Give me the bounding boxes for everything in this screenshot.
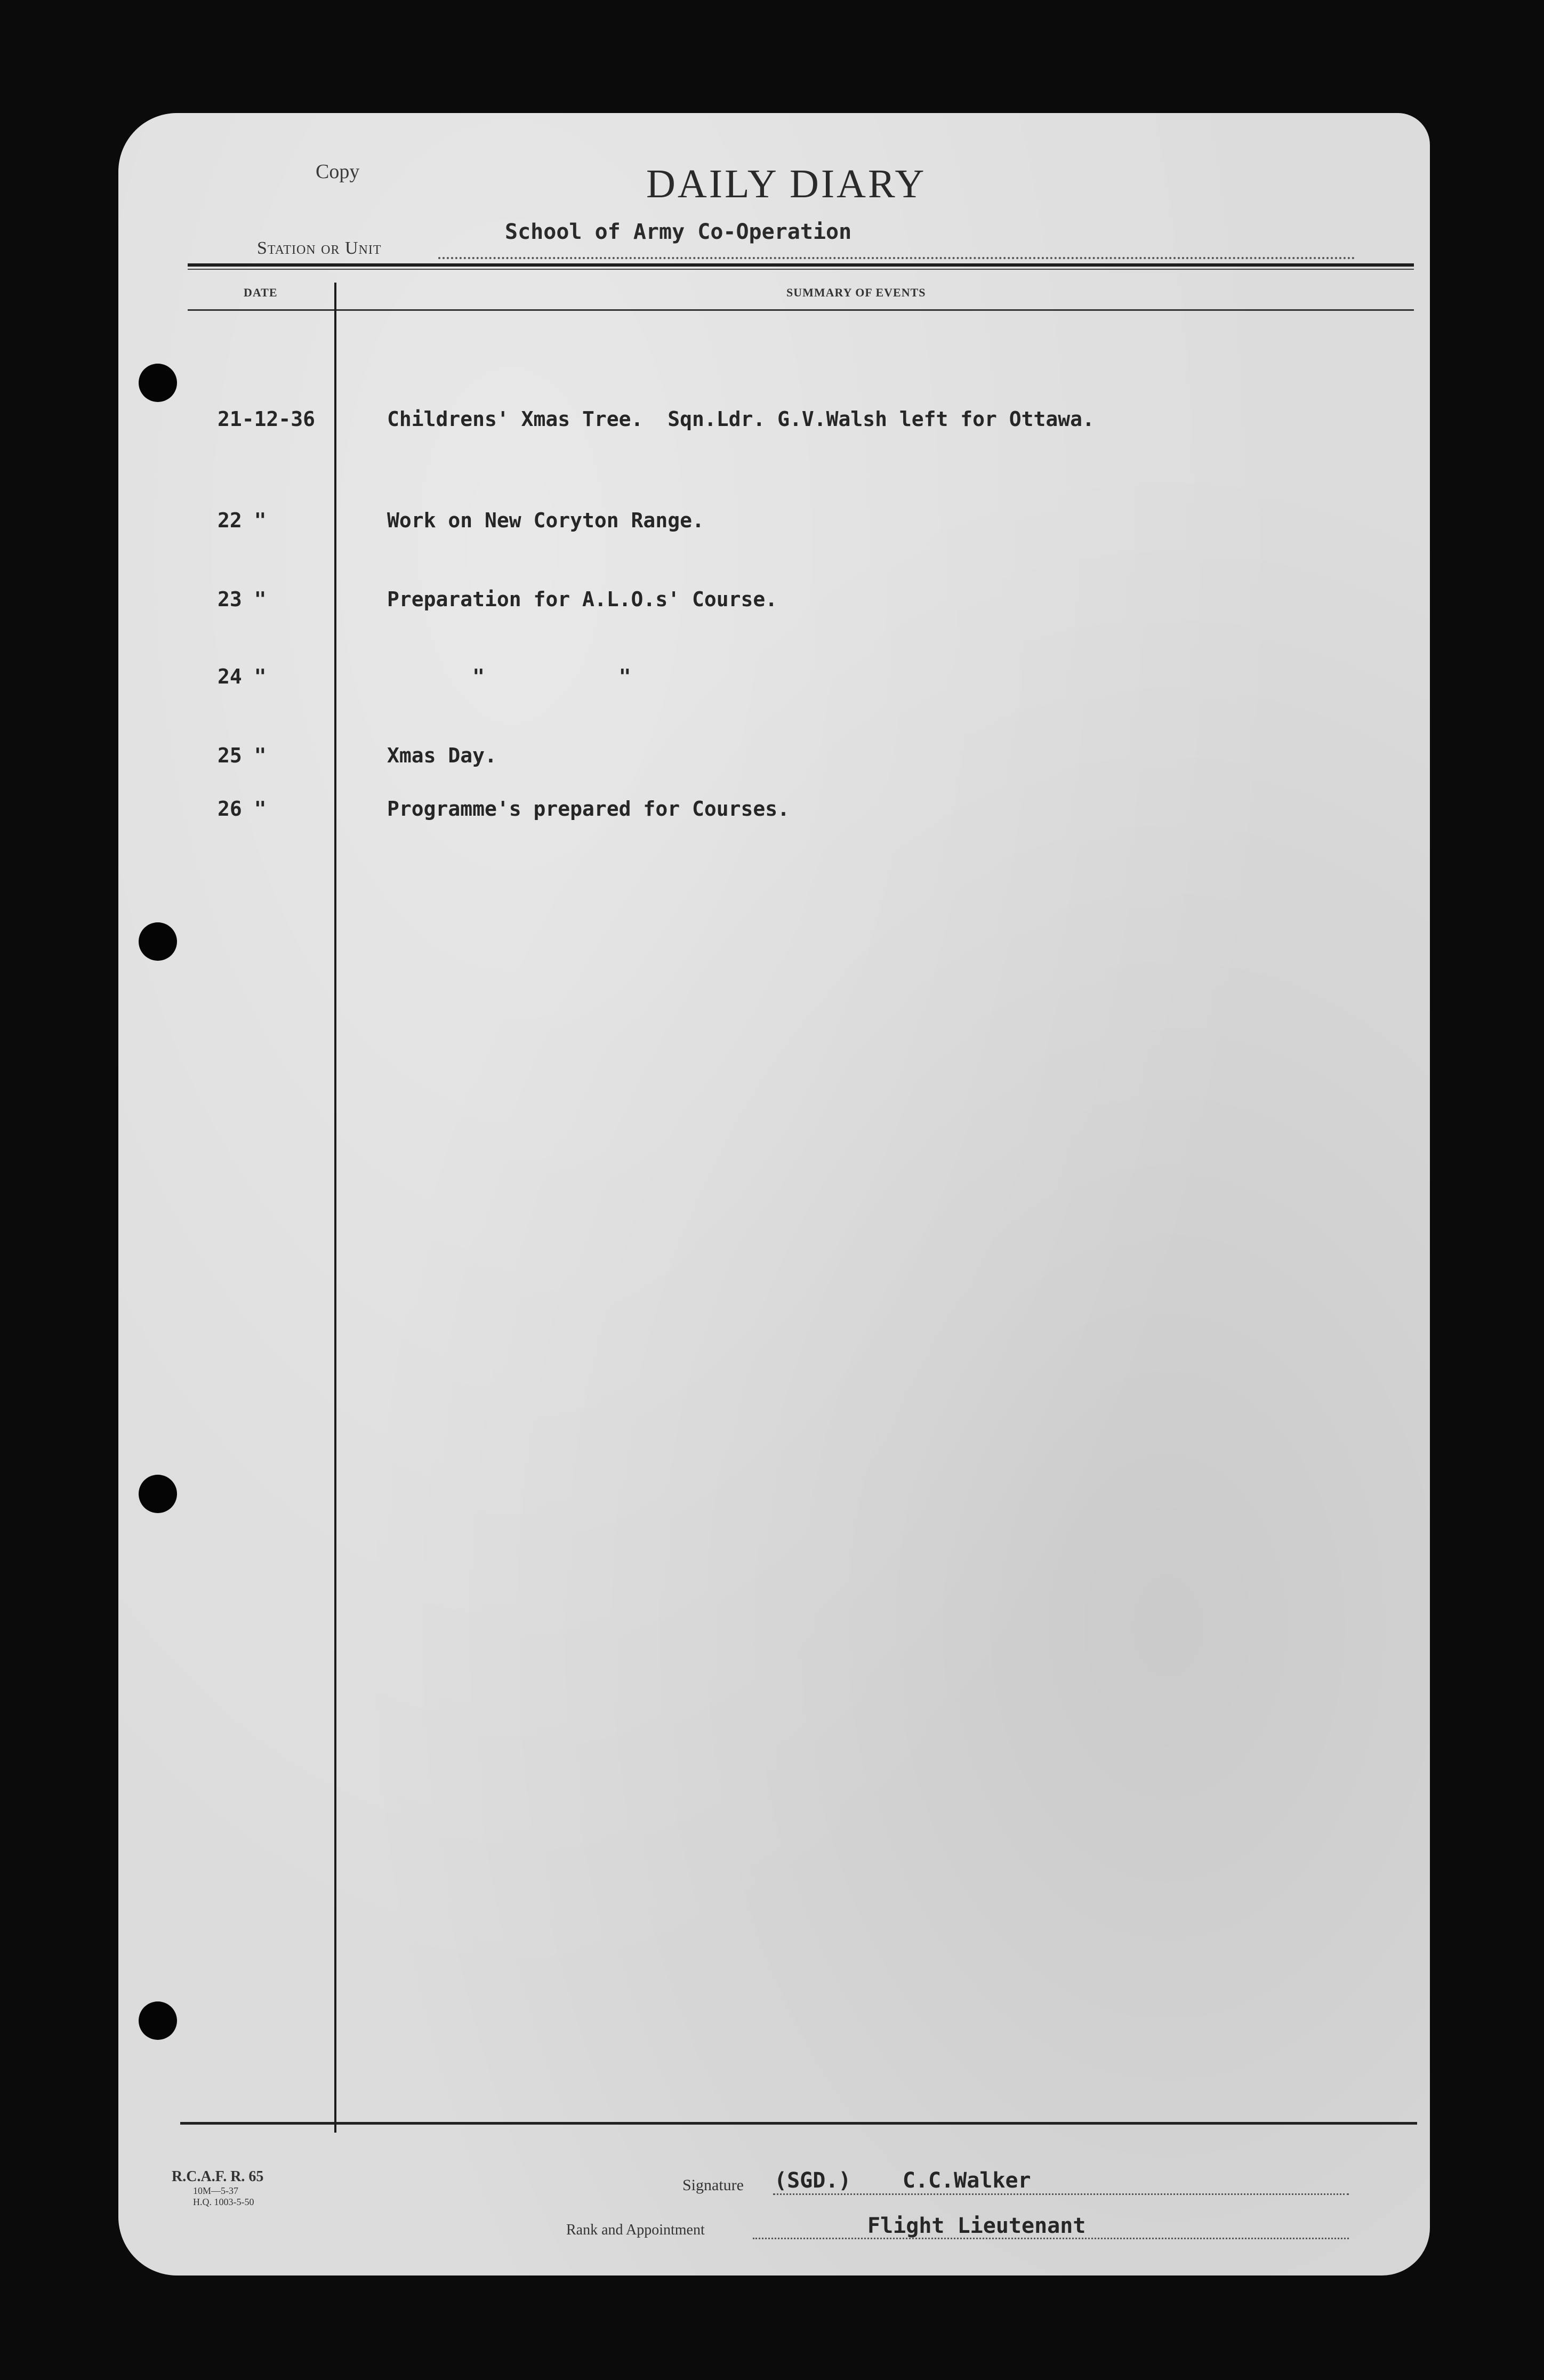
diary-entry (118, 744, 1430, 774)
signature-value: (SGD.) C.C.Walker (774, 2168, 1031, 2193)
rank-label: Rank and Appointment (566, 2222, 705, 2238)
entry-event: Programme's prepared for Courses. (387, 797, 790, 821)
station-dotted-line (438, 257, 1355, 259)
header-rule-thin (188, 269, 1414, 270)
form-print-ref: H.Q. 1003-5-50 (193, 2196, 254, 2207)
header-rule (188, 263, 1414, 267)
column-divider (334, 283, 336, 2133)
diary-entry (118, 665, 1430, 695)
footer-rule (180, 2122, 1417, 2125)
page-title: DAILY DIARY (646, 162, 927, 206)
entry-event: Xmas Day. (387, 744, 497, 767)
entry-date: 25 " (218, 744, 267, 767)
date-column-header: DATE (244, 286, 278, 299)
entry-date: 23 " (218, 588, 267, 611)
diary-entry (118, 407, 1430, 437)
diary-entry (118, 797, 1430, 827)
station-value: School of Army Co-Operation (505, 220, 852, 244)
diary-page (118, 113, 1430, 2276)
binder-hole (139, 364, 177, 402)
entry-event: " " (387, 665, 631, 688)
entry-event: Preparation for A.L.O.s' Course. (387, 588, 778, 611)
entry-date: 21-12-36 (218, 407, 316, 431)
summary-column-header: SUMMARY OF EVENTS (786, 286, 926, 299)
copy-mark: Copy (316, 160, 360, 183)
binder-hole (139, 922, 177, 961)
entry-date: 22 " (218, 509, 267, 532)
rank-value: Flight Lieutenant (867, 2214, 1086, 2238)
form-print-run: 10M—5-37 (193, 2185, 238, 2197)
binder-hole (139, 2001, 177, 2040)
diary-entry (118, 509, 1430, 538)
entry-event: Work on New Coryton Range. (387, 509, 704, 532)
signature-label: Signature (682, 2176, 744, 2194)
form-code (172, 2168, 263, 2208)
entry-event: Childrens' Xmas Tree. Sqn.Ldr. G.V.Walsh left for Ottawa. (387, 407, 1095, 431)
column-header-rule (188, 309, 1414, 311)
binder-hole (139, 1475, 177, 1513)
form-code-number: R.C.A.F. R. 65 (172, 2168, 264, 2185)
station-label: Station or Unit (257, 238, 382, 258)
entry-date: 24 " (218, 665, 267, 688)
entry-date: 26 " (218, 797, 267, 821)
signature-line (773, 2193, 1349, 2195)
diary-entry (118, 588, 1430, 617)
